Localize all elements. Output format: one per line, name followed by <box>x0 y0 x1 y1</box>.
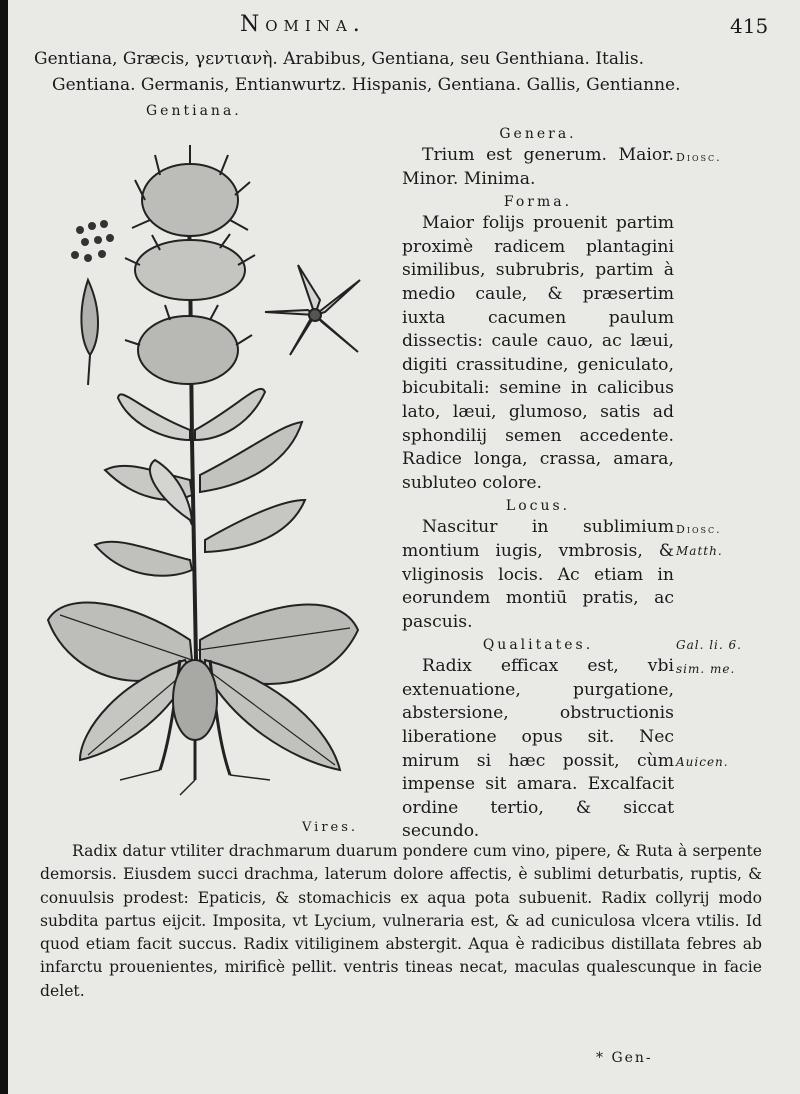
page-edge-shadow <box>0 0 8 1094</box>
section-text-qualitates: Radix efficax est, vbi extenuatione, purgatione, abstersione, obstructionis liberatione opus sit. Nec mirum si hæc possit, cùm impense sit amara. Excalfacit ordine tertio, & siccat secundo. <box>402 656 674 842</box>
vires-heading: Vires. <box>302 820 359 835</box>
flower-cluster-top <box>132 145 250 236</box>
catchword: * Gen- <box>596 1050 653 1066</box>
section-heading-forma: Forma. <box>503 194 573 211</box>
page-number: 415 <box>730 14 769 38</box>
flower-cluster-lower <box>125 305 252 384</box>
names-block <box>34 46 774 98</box>
figure-caption: Gentiana. <box>146 103 242 119</box>
star-flower-detail <box>265 265 360 355</box>
margin-note-locus-2: Matth. <box>676 544 723 558</box>
margin-note-locus-1: Diosc. <box>676 523 722 536</box>
seed-pods-detail <box>71 220 114 262</box>
gentian-woodcut-illustration <box>40 140 390 800</box>
margin-note-qualitates-1: Gal. li. 6. <box>676 638 742 652</box>
section-heading-genera: Genera. <box>499 126 577 142</box>
section-text-genera: Trium est generum. Maior. Minor. Minima. <box>402 145 674 189</box>
section-text-forma: Maior folijs prouenit partim proximè radicem plantagini similibus, subrubris, partim à medio caule, & præsertim iuxta cacumen paulum dissectis: caule cauo, ac læui, digiti crassitudine, geniculato, bicubitali: semine in calicibus lato, læui, glumoso, satis ad sphondilij semen accedente. Radice longa, crassa, amara, subluteo colore. <box>402 213 674 493</box>
section-heading-locus: Locus. <box>505 498 571 515</box>
section-heading-qualitates: Qualitates. <box>482 637 594 654</box>
margin-note-qualitates-3: Auicen. <box>676 755 729 769</box>
names-line-2: Gentiana. Germanis, Entianwurtz. Hispanis, Gentiana. Gallis, Gentianne. <box>52 75 681 95</box>
seed-pod-detail <box>81 280 98 355</box>
vires-text: Radix datur vtiliter drachmarum duarum pondere cum vino, pipere, & Ruta à serpente demorsis. Eiusdem succi drachma, laterum dolore affectis, è sublimi deturbatis, ruptis, & conuulsis prodest: Epaticis, & stomachicis ex aqua pota subuenit. Radix collyrij modo subdita partus eijcit. Imposita, vt Lycium, vulneraria est, & ad cuniculosa vlcera vtilis. Id quod etiam facit succus. Radix vitiliginem abstergit. Aqua è radicibus distillata febres ab infarctu prouenientes, mirificè pellit. ventris tineas necat, maculas qualescunque in facie delet. <box>40 842 762 1000</box>
margin-note-genera: Diosc. <box>676 151 722 164</box>
margin-note-qualitates-2: sim. me. <box>676 662 736 676</box>
names-line-1: Gentiana, Græcis, γεντιανὴ. Arabibus, Gentiana, seu Genthiana. Italis. <box>34 49 644 69</box>
description-column <box>402 123 674 844</box>
flower-cluster-middle <box>125 234 255 300</box>
running-head: Nomina. <box>240 12 366 37</box>
vires-paragraph <box>40 840 762 1003</box>
section-text-locus: Nascitur in sublimium montium iugis, vmbrosis, & vliginosis locis. Ac etiam in eorundem montiū pratis, ac pascuis. <box>402 517 674 632</box>
